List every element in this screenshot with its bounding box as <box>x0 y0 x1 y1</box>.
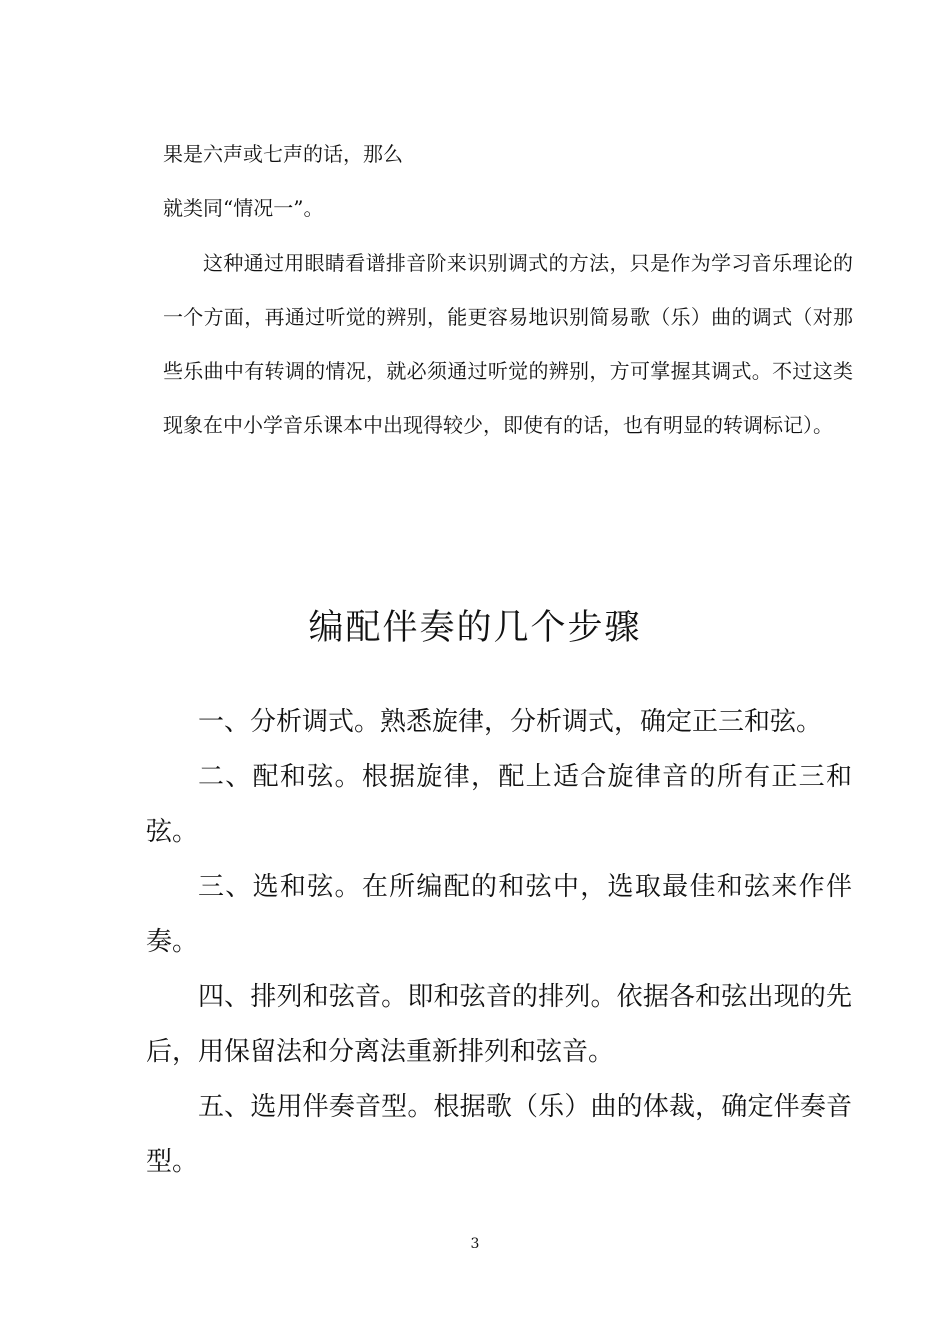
step-4: 四、排列和弦音。即和弦音的排列。依据各和弦出现的先后，用保留法和分离法重新排列和弦音。 <box>146 982 852 1067</box>
intro-line-1: 果是六声或七声的话，那么 <box>163 142 403 166</box>
step-1: 一、分析调式。熟悉旋律，分析调式，确定正三和弦。 <box>198 707 823 737</box>
step-3: 三、选和弦。在所编配的和弦中，选取最佳和弦来作伴奏。 <box>146 872 852 957</box>
steps-list <box>146 695 852 1190</box>
intro-line-2: 就类同“情况一”。 <box>163 196 324 220</box>
intro-paragraph: 这种通过用眼睛看谱排音阶来识别调式的方法，只是作为学习音乐理论的一个方面，再通过听觉的辨别，能更容易地识别简易歌（乐）曲的调式（对那些乐曲中有转调的情况，就必须通过听觉的辨别，方可掌握其调式。不过这类现象在中小学音乐课本中出现得较少，即使有的话，也有明显的转调标记）。 <box>163 251 853 437</box>
step-5: 五、选用伴奏音型。根据歌（乐）曲的体裁，确定伴奏音型。 <box>146 1092 852 1177</box>
page-number: 3 <box>470 1236 480 1252</box>
step-2: 二、配和弦。根据旋律，配上适合旋律音的所有正三和弦。 <box>146 762 852 847</box>
section-title: 编配伴奏的几个步骤 <box>308 608 642 648</box>
